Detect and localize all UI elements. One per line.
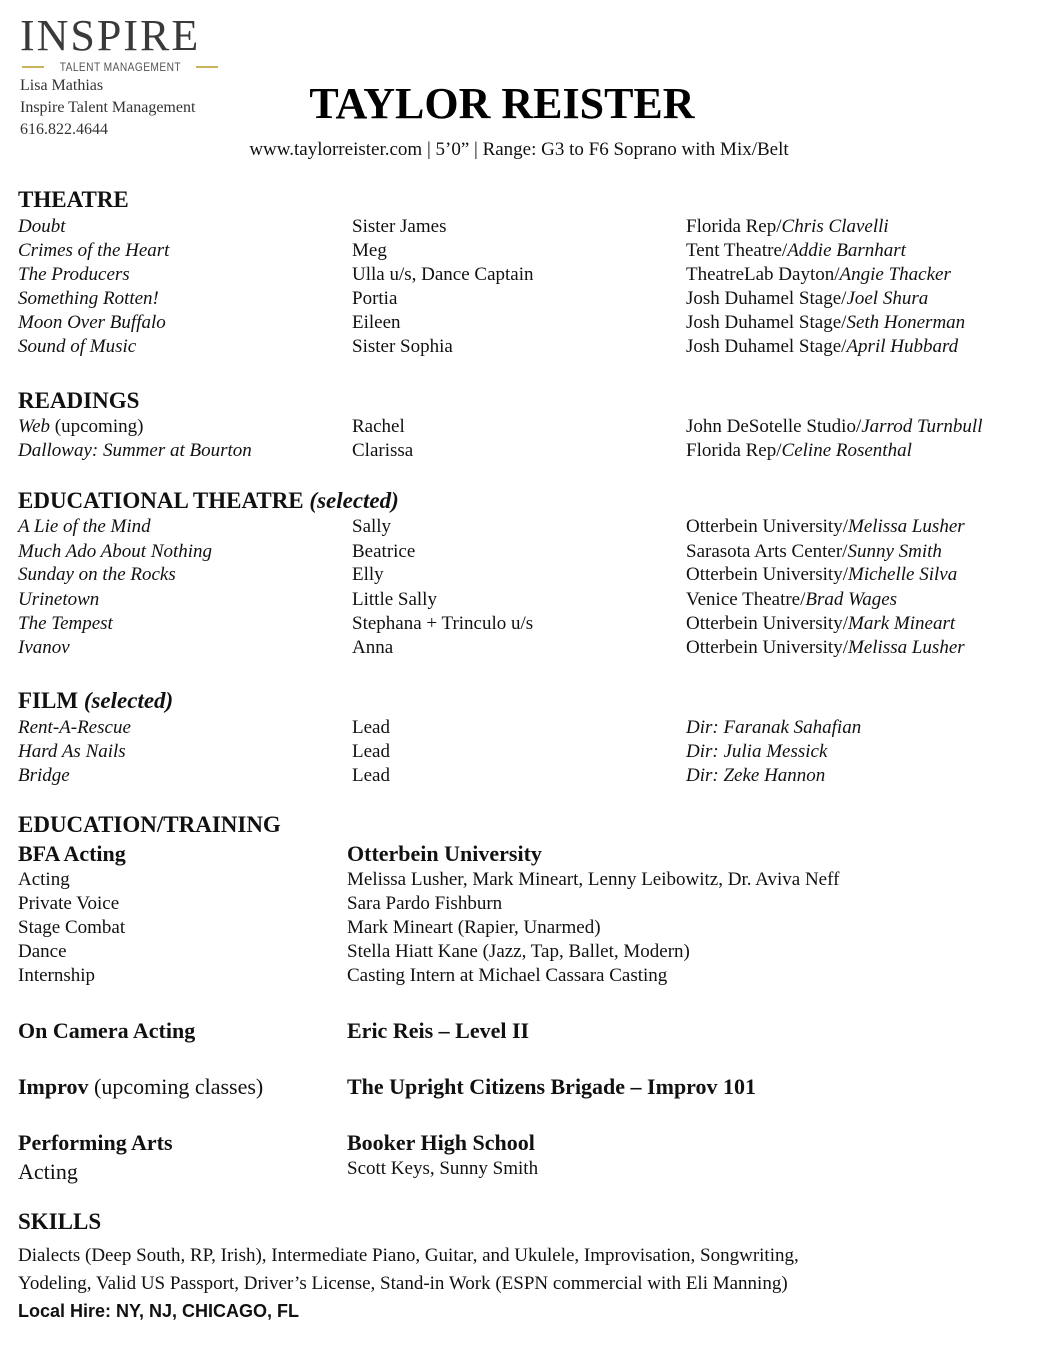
training-value: Mark Mineart (Rapier, Unarmed) [347, 917, 601, 938]
agency-logo-subtitle [22, 59, 218, 75]
director-name: Dir: Julia Messick [686, 741, 828, 762]
performing-arts-sub-value: Scott Keys, Sunny Smith [347, 1158, 539, 1179]
director-name: Melissa Lusher [848, 516, 965, 537]
credit-venue [686, 264, 951, 286]
section-heading-film [18, 688, 173, 714]
director-name: Celine Rosenthal [781, 440, 912, 461]
credit-title: Much Ado About Nothing [18, 541, 213, 562]
credit-role: Anna [352, 637, 394, 658]
credit-role: Lead [352, 741, 390, 762]
venue-name: TheatreLab Dayton/ [686, 264, 840, 285]
logo-rule-left [22, 66, 44, 68]
credit-title: Moon Over Buffalo [18, 312, 166, 333]
credit-venue [686, 564, 957, 586]
credit-venue [686, 613, 955, 635]
director-name: Seth Honerman [846, 312, 966, 333]
skills-line-1: Dialects (Deep South, RP, Irish), Intermediate Piano, Guitar, and Ukulele, Improvisation, Songwriting, [18, 1245, 799, 1266]
agent-name: Lisa Mathias [20, 77, 104, 94]
venue-name: Josh Duhamel Stage/ [686, 288, 847, 309]
venue-name: Josh Duhamel Stage/ [686, 336, 847, 357]
credit-role: Eileen [352, 312, 401, 333]
training-label: Private Voice [18, 893, 120, 914]
training-label: Internship [18, 965, 96, 986]
director-name: Brad Wages [805, 589, 898, 610]
local-hire: Local Hire: NY, NJ, CHICAGO, FL [18, 1301, 300, 1321]
credit-venue [686, 589, 897, 611]
credit-title: Sound of Music [18, 336, 137, 357]
training-value: Sara Pardo Fishburn [347, 893, 503, 914]
credit-title: A Lie of the Mind [18, 516, 151, 537]
section-heading-education: EDUCATION/TRAINING [18, 812, 281, 837]
credit-role: Meg [352, 240, 387, 261]
credit-venue [686, 541, 942, 563]
title-note: (upcoming) [50, 416, 144, 437]
credit-venue [686, 336, 958, 358]
school: Otterbein University [347, 841, 542, 866]
logo-subtitle-text: TALENT MANAGEMENT [59, 60, 181, 74]
heading-note: (selected) [83, 688, 174, 713]
agency-logo-wordmark: INSPIRE [20, 11, 201, 60]
credit-title: Hard As Nails [18, 741, 126, 762]
credit-role: Sister James [352, 216, 447, 237]
training-label: Dance [18, 941, 67, 962]
performer-meta-line: www.taylorreister.com | 5’0” | Range: G3 to F6 Soprano with Mix/Belt [249, 139, 789, 160]
credit-title: Rent-A-Rescue [18, 717, 131, 738]
credit-title: Doubt [18, 216, 66, 237]
credit-role: Ulla u/s, Dance Captain [352, 264, 534, 285]
title-text: Dalloway: Summer at Bourton [18, 440, 252, 461]
improv-label-text: Improv [18, 1074, 89, 1099]
improv-label [18, 1074, 263, 1100]
credit-venue [686, 288, 928, 310]
director-name: April Hubbard [846, 336, 959, 357]
credit-title: Urinetown [18, 589, 100, 610]
credit-role: Rachel [352, 416, 405, 437]
credit-role: Clarissa [352, 440, 414, 461]
section-heading-skills: SKILLS [18, 1209, 102, 1234]
venue-name: Venice Theatre/ [686, 589, 806, 610]
venue-name: Florida Rep/ [686, 440, 782, 461]
improv-value: The Upright Citizens Brigade – Improv 101 [347, 1074, 757, 1099]
credit-venue [686, 637, 965, 659]
director-name: Addie Barnhart [787, 240, 906, 261]
agency-company: Inspire Talent Management [20, 99, 196, 116]
credit-venue [686, 312, 965, 334]
director-name: Chris Clavelli [781, 216, 889, 237]
skills-line-2: Yodeling, Valid US Passport, Driver’s License, Stand-in Work (ESPN commercial with Eli Manning) [18, 1273, 788, 1294]
venue-name: Otterbein University/ [686, 613, 848, 634]
on-camera-value: Eric Reis – Level II [347, 1018, 530, 1043]
credit-title: The Producers [18, 264, 130, 285]
performing-arts-value: Booker High School [347, 1130, 535, 1155]
venue-name: John DeSotelle Studio/ [686, 416, 862, 437]
training-value: Casting Intern at Michael Cassara Casting [347, 965, 668, 986]
director-name: Dir: Zeke Hannon [686, 765, 826, 786]
section-heading-readings: READINGS [18, 388, 140, 413]
section-heading-educational-theatre [18, 488, 399, 514]
credit-role: Little Sally [352, 589, 437, 610]
credit-title: Bridge [18, 765, 70, 786]
director-name: Sunny Smith [847, 541, 942, 562]
credit-venue [686, 216, 889, 238]
degree: BFA Acting [18, 841, 126, 866]
agency-phone: 616.822.4644 [20, 121, 108, 138]
credit-role: Beatrice [352, 541, 416, 562]
improv-label-note: (upcoming classes) [88, 1074, 264, 1099]
credit-title: The Tempest [18, 613, 113, 634]
credit-venue [686, 516, 965, 538]
director-name: Joel Shura [846, 288, 929, 309]
director-name: Michelle Silva [848, 564, 958, 585]
venue-name: Sarasota Arts Center/ [686, 541, 848, 562]
training-label: Acting [18, 869, 70, 890]
training-value: Stella Hiatt Kane (Jazz, Tap, Ballet, Modern) [347, 941, 690, 962]
credit-role: Stephana + Trinculo u/s [352, 613, 534, 634]
credit-role: Portia [352, 288, 398, 309]
director-name: Melissa Lusher [848, 637, 965, 658]
venue-name: Tent Theatre/ [686, 240, 788, 261]
heading-note: (selected) [309, 488, 399, 513]
performer-name: TAYLOR REISTER [309, 79, 695, 128]
director-name: Jarrod Turnbull [861, 416, 983, 437]
credit-title: Crimes of the Heart [18, 240, 170, 261]
title-text: Web [18, 416, 51, 437]
on-camera-label: On Camera Acting [18, 1018, 196, 1043]
logo-rule-right [196, 66, 218, 68]
venue-name: Josh Duhamel Stage/ [686, 312, 847, 333]
credit-title [18, 416, 143, 438]
credit-role: Lead [352, 765, 390, 786]
director-name: Mark Mineart [848, 613, 956, 634]
performing-arts-label: Performing Arts [18, 1130, 173, 1155]
credit-title: Something Rotten! [18, 288, 159, 309]
director-name: Angie Thacker [839, 264, 951, 285]
venue-name: Otterbein University/ [686, 564, 848, 585]
credit-role: Sister Sophia [352, 336, 453, 357]
credit-role: Lead [352, 717, 390, 738]
training-label: Stage Combat [18, 917, 126, 938]
section-heading-theatre: THEATRE [18, 187, 129, 212]
credit-title: Sunday on the Rocks [18, 564, 176, 585]
credit-venue [686, 240, 906, 262]
venue-name: Otterbein University/ [686, 516, 848, 537]
credit-venue [686, 416, 982, 438]
credit-role: Sally [352, 516, 392, 537]
credit-title [18, 440, 252, 462]
director-name: Dir: Faranak Sahafian [686, 717, 862, 738]
credit-role: Elly [352, 564, 384, 585]
heading-text: FILM [18, 688, 84, 713]
performing-arts-sub-label: Acting [18, 1159, 78, 1184]
credit-title: Ivanov [18, 637, 70, 658]
training-value: Melissa Lusher, Mark Mineart, Lenny Leibowitz, Dr. Aviva Neff [347, 869, 840, 890]
credit-venue [686, 440, 912, 462]
venue-name: Otterbein University/ [686, 637, 848, 658]
heading-text: EDUCATIONAL THEATRE [18, 488, 310, 513]
venue-name: Florida Rep/ [686, 216, 782, 237]
